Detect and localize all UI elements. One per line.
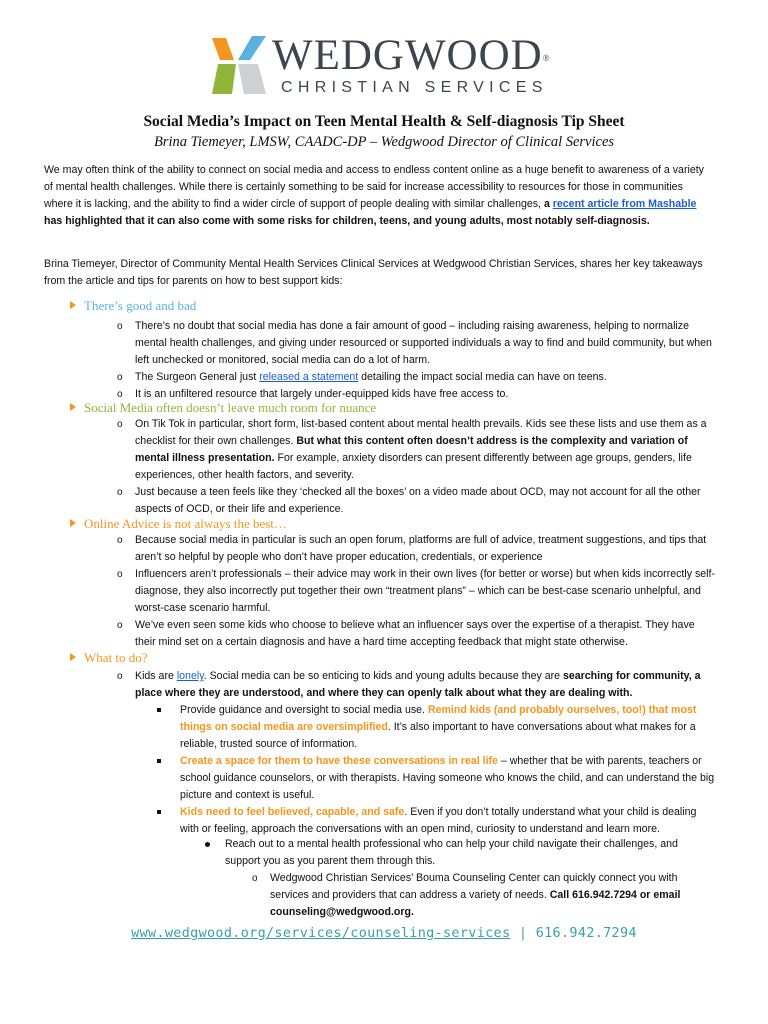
list-item: o Influencers aren’t professionals – their advice may work in their own lives (for better or worse) but when kids incorrectly self-diagnose, they also incorrectly put together their own “treatment plans” – which can be best-case scenario unhelpful, and worst-case scenario harmful. (135, 566, 715, 617)
section-what-to-do-list (135, 668, 715, 702)
takeaways-paragraph: Brina Tiemeyer, Director of Community Mental Health Services Clinical Services at Wedgwood Christian Services, shares her key takeaways from the article and tips for parents on how to best support kids: (44, 258, 703, 287)
section-heading-what-to-do: What to do? (70, 650, 148, 666)
footer-phone: 616.942.7294 (535, 925, 637, 941)
list-item: Kids need to feel believed, capable, and safe. Even if you don’t totally understand what your child is dealing with or feeling, approach the conversations with an open mind, curiosity to understand and learn more. (180, 804, 715, 838)
footer-contact: www.wedgwood.org/services/counseling-services | 616.942.7294 (131, 925, 637, 941)
list-item: o Just because a teen feels like they ‘checked all the boxes’ on a video made about OCD, may not account for all the other aspects of OCD, or their life and experience. (135, 484, 715, 518)
list-item: o Wedgwood Christian Services’ Bouma Counseling Center can quickly connect you with services and providers that can address a variety of needs. Call 616.942.7294 or email counseling@wedgwood.org. (270, 870, 715, 921)
logo-mark-icon (210, 36, 268, 96)
list-item: o It is an unfiltered resource that largely under-equipped kids have free access to. (135, 386, 715, 403)
logo-subtitle: CHRISTIAN SERVICES (281, 79, 548, 96)
author-line: Brina Tiemeyer, LMSW, CAADC-DP – Wedgwood Director of Clinical Services (153, 134, 615, 150)
list-item: o Because social media in particular is such an open forum, platforms are full of advice, treatment suggestions, and tips that aren’t so helpful by people who don’t have proper education, credentials, or experience (135, 532, 715, 566)
triangle-bullet-icon (70, 653, 76, 661)
lonely-link[interactable]: lonely (176, 670, 204, 682)
list-item: Create a space for them to have these conversations in real life – whether that be with parents, teachers or school guidance counselors, or with therapists. Having someone who knows the child, and can understand the big picture and context is useful. (180, 753, 715, 804)
bouma-center-list (270, 870, 715, 921)
wedgwood-logo (210, 32, 550, 98)
what-to-do-tips-list (180, 702, 715, 838)
section-good-and-bad-list (135, 318, 715, 403)
section-online-advice-list (135, 532, 715, 651)
triangle-bullet-icon (70, 403, 76, 411)
triangle-bullet-icon (70, 519, 76, 527)
section-heading-nuance: Social Media often doesn’t leave much room for nuance (70, 400, 376, 416)
section-heading-online-advice: Online Advice is not always the best… (70, 516, 287, 532)
list-item: Reach out to a mental health professional who can help your child navigate their challenges, and support you as you parent them through this. (225, 836, 715, 870)
page-title: Social Media’s Impact on Teen Mental Health & Self-diagnosis Tip Sheet (143, 113, 625, 130)
triangle-bullet-icon (70, 301, 76, 309)
list-item: o We’ve even seen some kids who choose to believe what an influencer says over the expertise of a therapist. They have their mind set on a certain diagnosis and have a hard time accepting feedback that might state otherwise. (135, 617, 715, 651)
professional-help-list (225, 836, 715, 870)
mashable-article-link[interactable]: recent article from Mashable (552, 198, 697, 210)
footer-website-link[interactable]: www.wedgwood.org/services/counseling-services (131, 925, 511, 941)
logo-wordmark: WEDGWOOD® (272, 32, 551, 79)
surgeon-general-statement-link[interactable]: released a statement (259, 371, 359, 383)
list-item: o On Tik Tok in particular, short form, list-based content about mental health prevails. Kids see these lists and use them as a checklist for their own challenges. But what this content often doesn’t address is the complexity and variation of mental illness presentation. For example, anxiety disorders can present differently between age groups, genders, life experiences, other health factors, and severity. (135, 416, 715, 484)
section-nuance-list (135, 416, 715, 518)
list-item: o The Surgeon General just released a statement detailing the impact social media can have on teens. (135, 369, 715, 386)
list-item: Provide guidance and oversight to social media use. Remind kids (and probably ourselves, too!) that most things on social media are oversimplified. It’s also important to have conversations about what makes for a reliable, trusted source of information. (180, 702, 715, 753)
list-item: o Kids are lonely. Social media can be so enticing to kids and young adults because they are searching for community, a place where they are understood, and where they can openly talk about what they are dealing with. (135, 668, 715, 702)
intro-paragraph: We may often think of the ability to connect on social media and access to endless content online as a huge benefit to awareness of a variety of mental health challenges. While there is certainly something to be said for increase accessibility to resources for those in communities where it is lacking, and the ability to find a wider circle of support of people dealing with similar challenges, a recent article from Mashable has highlighted that it can also come with some risks for children, teens, and young adults, most notably self-diagnosis. (44, 164, 704, 227)
list-item: o There’s no doubt that social media has done a fair amount of good – including raising awareness, helping to normalize mental health challenges, and giving under resourced or supported individuals a way to find and build community, but when left unchecked or monitored, social media can do a lot of harm. (135, 318, 715, 369)
section-heading-good-and-bad: There’s good and bad (70, 298, 196, 314)
